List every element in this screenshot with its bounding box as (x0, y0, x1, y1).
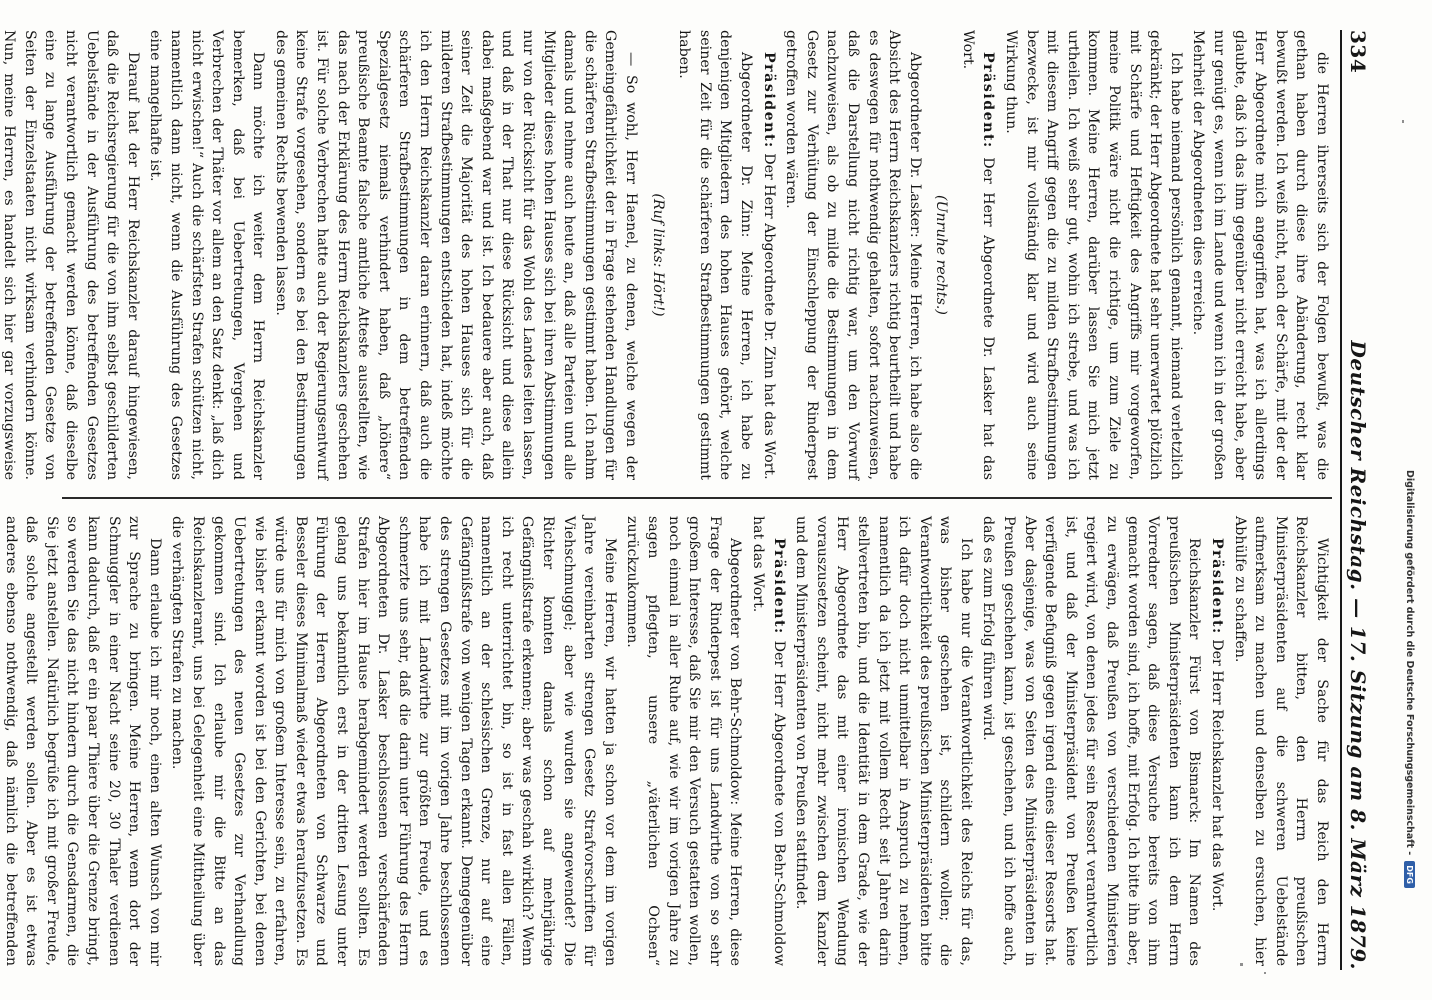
right-text-column (2, 516, 1332, 966)
header-rule (1340, 30, 1342, 970)
scan-speck (1264, 972, 1266, 974)
credit-text: Digitalisierung gefördert durch die Deutsche Forschungsgemeinschaft - (1404, 470, 1415, 856)
paragraph-text: Ich habe niemand persönlich genannt, niemand verletzlich gekränkt; der Herr Abgeordnete hat sehr unerwartet plötzlich mit Schärfe und Heftigkeit des Angriffs mir vorgeworfen, meine Politik wäre nicht die richtige, um zum Ziele zu kommen. Meine Herren, darüber lassen Sie mich jetzt urtheilen. Ich weiß sehr gut, wohin ich strebe, und was ich mit diesem Angriff gegen die zu milden Strafbestimmungen bezwecke, ist mir vollständig klar und wird auch seine Wirkung thun. (1003, 30, 1184, 480)
paragraph (0, 30, 143, 480)
paragraph (791, 516, 976, 966)
speaker-label: Präsident: (770, 538, 787, 635)
digitization-credit (1404, 470, 1415, 888)
paragraph-text: Der Herr Abgeordnete von Behr-Schmoldow hat das Wort. (749, 516, 787, 966)
paragraph (167, 516, 620, 966)
rotated-printed-page (1, 30, 1386, 970)
speaker-label: Präsident: (980, 52, 997, 149)
paragraph-text: Der Herr Abgeordnete Dr. Zinn hat das Wort. (760, 148, 777, 480)
paragraph-text: — So wohl, Herr Haenel, zu denen, welche wegen der Gemeingefährlichkeit der in Frage stehenden Handlungen für die schärferen Strafbestimmungen gestimmt haben. Ich nahm damals und nehme auch heute an, daß alle Parteien und alle Mitglieder dieses hohen Hauses sich bei ihren Abstimmungen nur von der Rücksicht für das Wohl des Landes leiten lassen, und daß in der That nur diese Rücksicht und diese allein dabei maßgebend war und ist. Ich bedauere aber auch, daß seiner Zeit die Majorität des hohen Hauses sich für die milderen Strafbestimmungen entschieden hat, indeß möchte ich den Herrn Reichskanzler daran erinnern, daß auch die schärferen Strafbestimmungen in dem betreffenden Spezialgesetz niemals verhindert haben, daß „höhere“ preußische Beamte falsche amtliche Atteste ausstellten, wie das nach der Erklärung des Herrn Reichskanzlers geschehen ist. Für solche Verbrechen hatte auch der Regierungsentwurf keine Strafe vorgesehen, sondern es bei den Bestimmungen des gemeinen Rechts bewenden lassen. (272, 30, 639, 480)
speaker-paragraph (1206, 516, 1227, 966)
paragraph (1188, 30, 1332, 480)
paragraph-text: Wichtigkeit der Sache für das Reich den Herrn Reichskanzler bitten, den Herrn preußischen Ministerpräsidenten auf die schweren Uebelstände aufmerksam zu machen und denselben zu ersuchen, hier Abhülfe zu schaffen. (1231, 516, 1330, 966)
dfg-logo: DFG (1404, 861, 1415, 888)
paragraph (270, 30, 641, 480)
paragraph (674, 30, 756, 480)
paragraph (781, 30, 925, 480)
paragraph (622, 516, 746, 966)
speaker-paragraph (758, 30, 779, 480)
paragraph-text: Ich habe nur die Verantwortlichkeit des Reichs für das, was bisher geschehen ist, schildern wollen; die Verantwortlichkeit des preußischen Ministerpräsidenten bitte ich dafür doch nicht unmittelbar in Anspruch zu nehmen, namentlich da ich jetzt mit vollem Recht seit Jahren darin stellvertreten bin, und die Identität in dem Grade, wie der Herr Abgeordnete das mit einer ironischen Wendung vorauszusetzen scheint, nicht mehr zwischen dem Kanzler und dem Ministerpräsidenten von Preußen stattfindet. (793, 516, 974, 966)
paragraph-text: Der Herr Abgeordnete Dr. Lasker hat das Wort. (959, 30, 997, 480)
paragraph-text: Abgeordneter Dr. Lasker: Meine Herren, ich habe also die Absicht des Herrn Reichskanzlers richtig beurtheilt und habe es deswegen für nothwendig gehalten, sofort nachzuweisen, daß die Darstellung nicht richtig war, um den Vorwurf nachzuweisen, als ob zu milde die Bestimmungen in dem Gesetz zur Verhütung der Einschleppung der Rinderpest getroffen worden wären. (783, 30, 923, 480)
paragraph-text: die Herren ihrerseits sich der Folgen bewußt, was die gethan haben durch diese ihre Abänderung, recht klar bewußt werden. Ich weiß nicht, nach der Schärfe, mit der der Herr Abgeordnete mich angegriffen hat, was ich allerdings glaubte, daß ich das ihm gegenüber nicht erreicht habe, aber nur genügt es, wenn ich im Lande und wenn ich in der großen Mehrheit der Abgeordneten dies erreiche. (1190, 30, 1330, 480)
paragraph (1229, 516, 1332, 966)
paragraph (0, 516, 165, 966)
paragraph (145, 30, 269, 480)
page-number: 334 (1346, 30, 1370, 74)
left-text-column (1, 30, 1332, 480)
paragraph-text: Meine Herren, wir hatten ja schon vor dem im vorigen Jahre vereinbarten strengen Gesetz Strafvorschriften für Viehschmuggel; aber wie wurden sie angewendet? Die Richter konnten damals schon auf mehrjährige Gefängnißstrafe erkennen; aber was geschah wirklich? Wenn ich recht unterrichtet bin, so ist in fast allen Fällen, namentlich an der schlesischen Grenze, nur auf eine Gefängnißstrafe von wenigen Tagen erkannt. Demgegenüber des strengen Gesetzes mit im vorigen Jahre beschlossenen habe ich mit Landwirthe zur größten Freude, und es schmerzte uns sehr, daß die darin unter Führung des Herrn Abgeordneten Dr. Lasker beschlossenen verschärfenden Strafen hier im Hause herabgemindert werden sollten. Es gelang uns bekanntlich erst in der dritten Lesung unter Führung der Herren Abgeordneten von Schwarze und Besseler dieses Minimalmaß wieder etwas heraufzusetzen. Es würde uns für mich von großem Interesse sein, zu erfahren, wie bisher erkannt worden ist bei den Gerichten, bei denen Uebertretungen des neuen Gesetzes zur Verhandlung gekommen sind. Ich erlaube mir die Bitte an das Reichskanzleramt, uns bei Gelegenheit eine Mittheilung über die verhängten Strafen zu machen. (169, 516, 618, 966)
speaker-paragraph (747, 516, 788, 966)
header-title: Deutscher Reichstag. — 17. Sitzung am 8. März 1879. (1346, 340, 1370, 970)
speaker-label: Präsident: (760, 52, 777, 149)
paragraph-text: Abgeordneter Dr. Zinn: Meine Herren, ich habe zu denjenigen Mitgliedern des hohen Hauses gehört, welche seiner Zeit für die schärferen Strafbestimmungen gestimmt haben. (676, 30, 754, 480)
speaker-paragraph (957, 30, 998, 480)
paragraph-text: Dann erlaube ich mir noch, einen alten Wunsch von mir zur Sprache zu bringen. Meine Herren, wenn dort der Schmuggler in einer Nacht seine 20, 30 Thaler verdienen kann dadurch, daß er ein paar Thiere über die Grenze bringt, so werden Sie das nicht hindern durch die Gensdarmen, die Sie jetzt anstellen. Natürlich begrüße ich mit großer Freude, daß solche angestellt werden sollen. Aber es ist etwas anderes ebenso nothwendig, daß nämlich die betreffenden (2, 516, 163, 966)
paragraph (978, 516, 1205, 966)
stage-direction: (Unruhe rechts.) (933, 195, 950, 315)
running-header (1346, 30, 1386, 970)
paragraph-text: Abgeordneter von Behr-Schmoldow: Meine Herren, diese Frage der Rinderpest ist für uns Landwirthe von so sehr großem Interesse, daß Sie mir den Versuch gestatten wollen, noch einmal in aller Ruhe auf, wie wir im vorigen Jahre zu sagen pflegten, unsere „väterlichen Ochsen“ zurückzukommen. (624, 516, 744, 966)
stage-direction: (Ruf links: Hört!) (649, 193, 666, 317)
paragraph-text: Dann möchte ich weiter dem Herrn Reichskanzler bemerken, daß bei Uebertretungen, Vergehen und Verbrechen der Thäter vor allem an den Satz denkt: „laß dich nicht erwischen!“ Auch die schärfsten Strafen schützen nicht, namentlich dann nicht, wenn die Ausführung des Gesetzes eine mangelhafte ist. (147, 30, 267, 480)
speaker-label: Präsident: (1209, 538, 1226, 635)
column-divider (62, 497, 1332, 499)
paragraph (1001, 30, 1186, 480)
paragraph-text: Der Herr Reichskanzler hat das Wort. (1209, 634, 1226, 912)
scan-speck (1402, 120, 1404, 123)
scan-speck (1240, 963, 1243, 966)
paragraph-text: Darauf hat der Herr Reichskanzler darauf hingewiesen, daß die Reichsregierung für die von ihm selbst geschilderten Uebelstände in der Ausführung des betreffenden Gesetzes nicht verantwortlich gemacht werden könne, daß dieselbe eine zu lange Ausführung der betreffenden Gesetze von Seiten der Einzelstaaten nicht wirksam verhindern könne. Nun, meine Herren, es handelt sich hier gar vorzugsweise (1, 30, 141, 480)
paragraph-text: Reichskanzler Fürst von Bismarck: Im Namen des preußischen Ministerpräsidenten kann ich dem Herrn Vorredner sagen, daß diese Versuche bereits von ihm gemacht worden sind, ich hoffe, mit Erfolg. Ich bitte ihn aber, zu erwägen, daß Preußen von verschiedenen Ministerien regiert wird, von denen jedes für sein Ressort verantwortlich ist, und daß der Ministerpräsident von Preußen keine verfügende Befugniß gegen irgend eines dieser Ressorts hat. Aber dasjenige, was von Seiten des Ministerpräsidenten in Preußen geschehen kann, ist geschehen, und ich hoffe auch, daß es zum Erfolg führen wird. (980, 516, 1203, 966)
